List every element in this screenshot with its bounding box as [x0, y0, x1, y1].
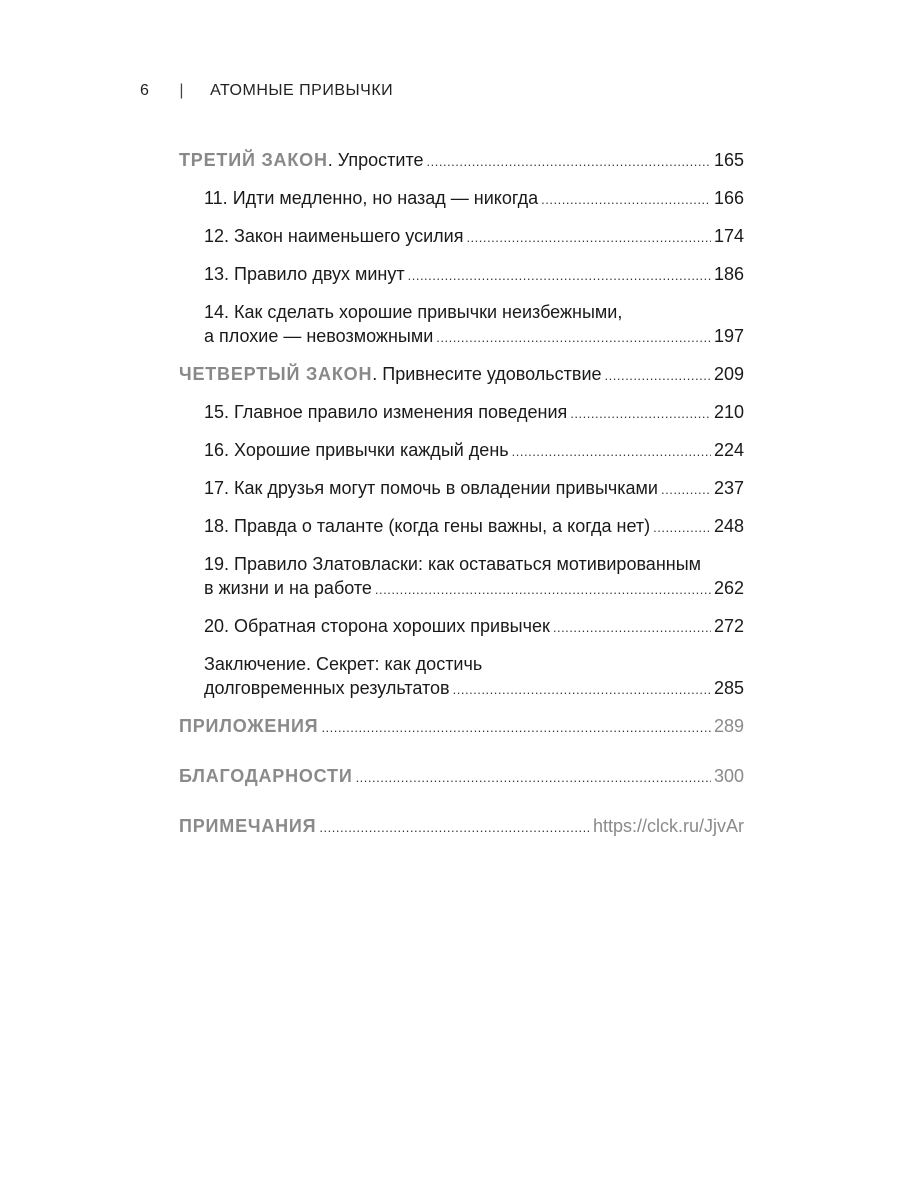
dot-leader — [319, 816, 590, 840]
dot-leader — [653, 516, 711, 540]
toc-chapter-16[interactable] — [204, 438, 744, 464]
part-4-label: ЧЕТВЕРТЫЙ ЗАКОН — [179, 364, 373, 384]
appendices-label: ПРИЛОЖЕНИЯ — [179, 716, 319, 736]
page-number: 6 — [140, 82, 150, 99]
toc-part-3[interactable] — [179, 148, 744, 174]
chapter-page: 197 — [713, 326, 744, 346]
acknowledgments-label: БЛАГОДАРНОСТИ — [179, 766, 353, 786]
conclusion-title-line-2: долговременных результатов — [204, 678, 450, 698]
dot-leader — [512, 440, 711, 464]
part-3-label: ТРЕТИЙ ЗАКОН — [179, 150, 328, 170]
acknowledgments-page: 300 — [713, 766, 744, 786]
toc-chapter-12[interactable] — [204, 224, 744, 250]
chapter-title: 16. Хорошие привычки каждый день — [204, 440, 509, 460]
toc-chapter-17[interactable] — [204, 476, 744, 502]
part-3-page: 165 — [713, 150, 744, 170]
conclusion-title-line-1: Заключение. Секрет: как достичь — [204, 654, 483, 674]
dot-leader — [408, 264, 711, 288]
conclusion-page: 285 — [713, 678, 744, 698]
toc-chapter-15[interactable] — [204, 400, 744, 426]
chapter-title-line-2: в жизни и на работе — [204, 578, 372, 598]
chapter-title: 17. Как друзья могут помочь в овладении привычками — [204, 478, 658, 498]
dot-leader — [427, 150, 711, 174]
chapter-title: 15. Главное правило изменения поведения — [204, 402, 568, 422]
header-separator: | — [179, 82, 185, 99]
chapter-page: 210 — [713, 402, 744, 422]
chapter-title-line-1: 14. Как сделать хорошие привычки неизбежными, — [204, 302, 623, 322]
dot-leader — [605, 364, 711, 388]
running-head — [140, 82, 393, 100]
dot-leader — [356, 766, 711, 790]
dot-leader — [541, 188, 711, 212]
dot-leader — [570, 402, 711, 426]
chapter-page: 262 — [713, 578, 744, 598]
toc-chapter-14[interactable] — [204, 300, 744, 350]
chapter-title: 13. Правило двух минут — [204, 264, 405, 284]
table-of-contents — [179, 148, 744, 864]
part-4-subtitle: . Привнесите удовольствие — [372, 364, 602, 384]
dot-leader — [661, 478, 711, 502]
appendices-page: 289 — [713, 716, 744, 736]
toc-chapter-11[interactable] — [204, 186, 744, 212]
toc-conclusion[interactable] — [204, 652, 744, 702]
chapter-title: 20. Обратная сторона хороших привычек — [204, 616, 550, 636]
dot-leader — [553, 616, 711, 640]
toc-chapter-18[interactable] — [204, 514, 744, 540]
notes-link[interactable]: https://clck.ru/JjvAr — [592, 816, 744, 836]
toc-notes[interactable] — [179, 814, 744, 840]
dot-leader — [436, 326, 711, 350]
part-4-page: 209 — [713, 364, 744, 384]
toc-part-4[interactable] — [179, 362, 744, 388]
chapter-page: 166 — [713, 188, 744, 208]
notes-label: ПРИМЕЧАНИЯ — [179, 816, 317, 836]
chapter-title-line-2: а плохие — невозможными — [204, 326, 434, 346]
chapter-title: 11. Идти медленно, но назад — никогда — [204, 188, 539, 208]
chapter-title-line-1: 19. Правило Златовласки: как оставаться мотивированным — [204, 554, 702, 574]
part-3-subtitle: . Упростите — [327, 150, 424, 170]
chapter-title: 18. Правда о таланте (когда гены важны, а когда нет) — [204, 516, 651, 536]
dot-leader — [321, 716, 711, 740]
chapter-page: 237 — [713, 478, 744, 498]
chapter-title: 12. Закон наименьшего усилия — [204, 226, 464, 246]
toc-appendices[interactable] — [179, 714, 744, 740]
chapter-page: 248 — [713, 516, 744, 536]
toc-chapter-13[interactable] — [204, 262, 744, 288]
dot-leader — [453, 678, 711, 702]
book-title: АТОМНЫЕ ПРИВЫЧКИ — [210, 82, 394, 99]
toc-chapter-20[interactable] — [204, 614, 744, 640]
dot-leader — [466, 226, 711, 250]
dot-leader — [375, 578, 711, 602]
chapter-page: 174 — [713, 226, 744, 246]
chapter-page: 224 — [713, 440, 744, 460]
chapter-page: 272 — [713, 616, 744, 636]
chapter-page: 186 — [713, 264, 744, 284]
toc-acknowledgments[interactable] — [179, 764, 744, 790]
toc-chapter-19[interactable] — [204, 552, 744, 602]
